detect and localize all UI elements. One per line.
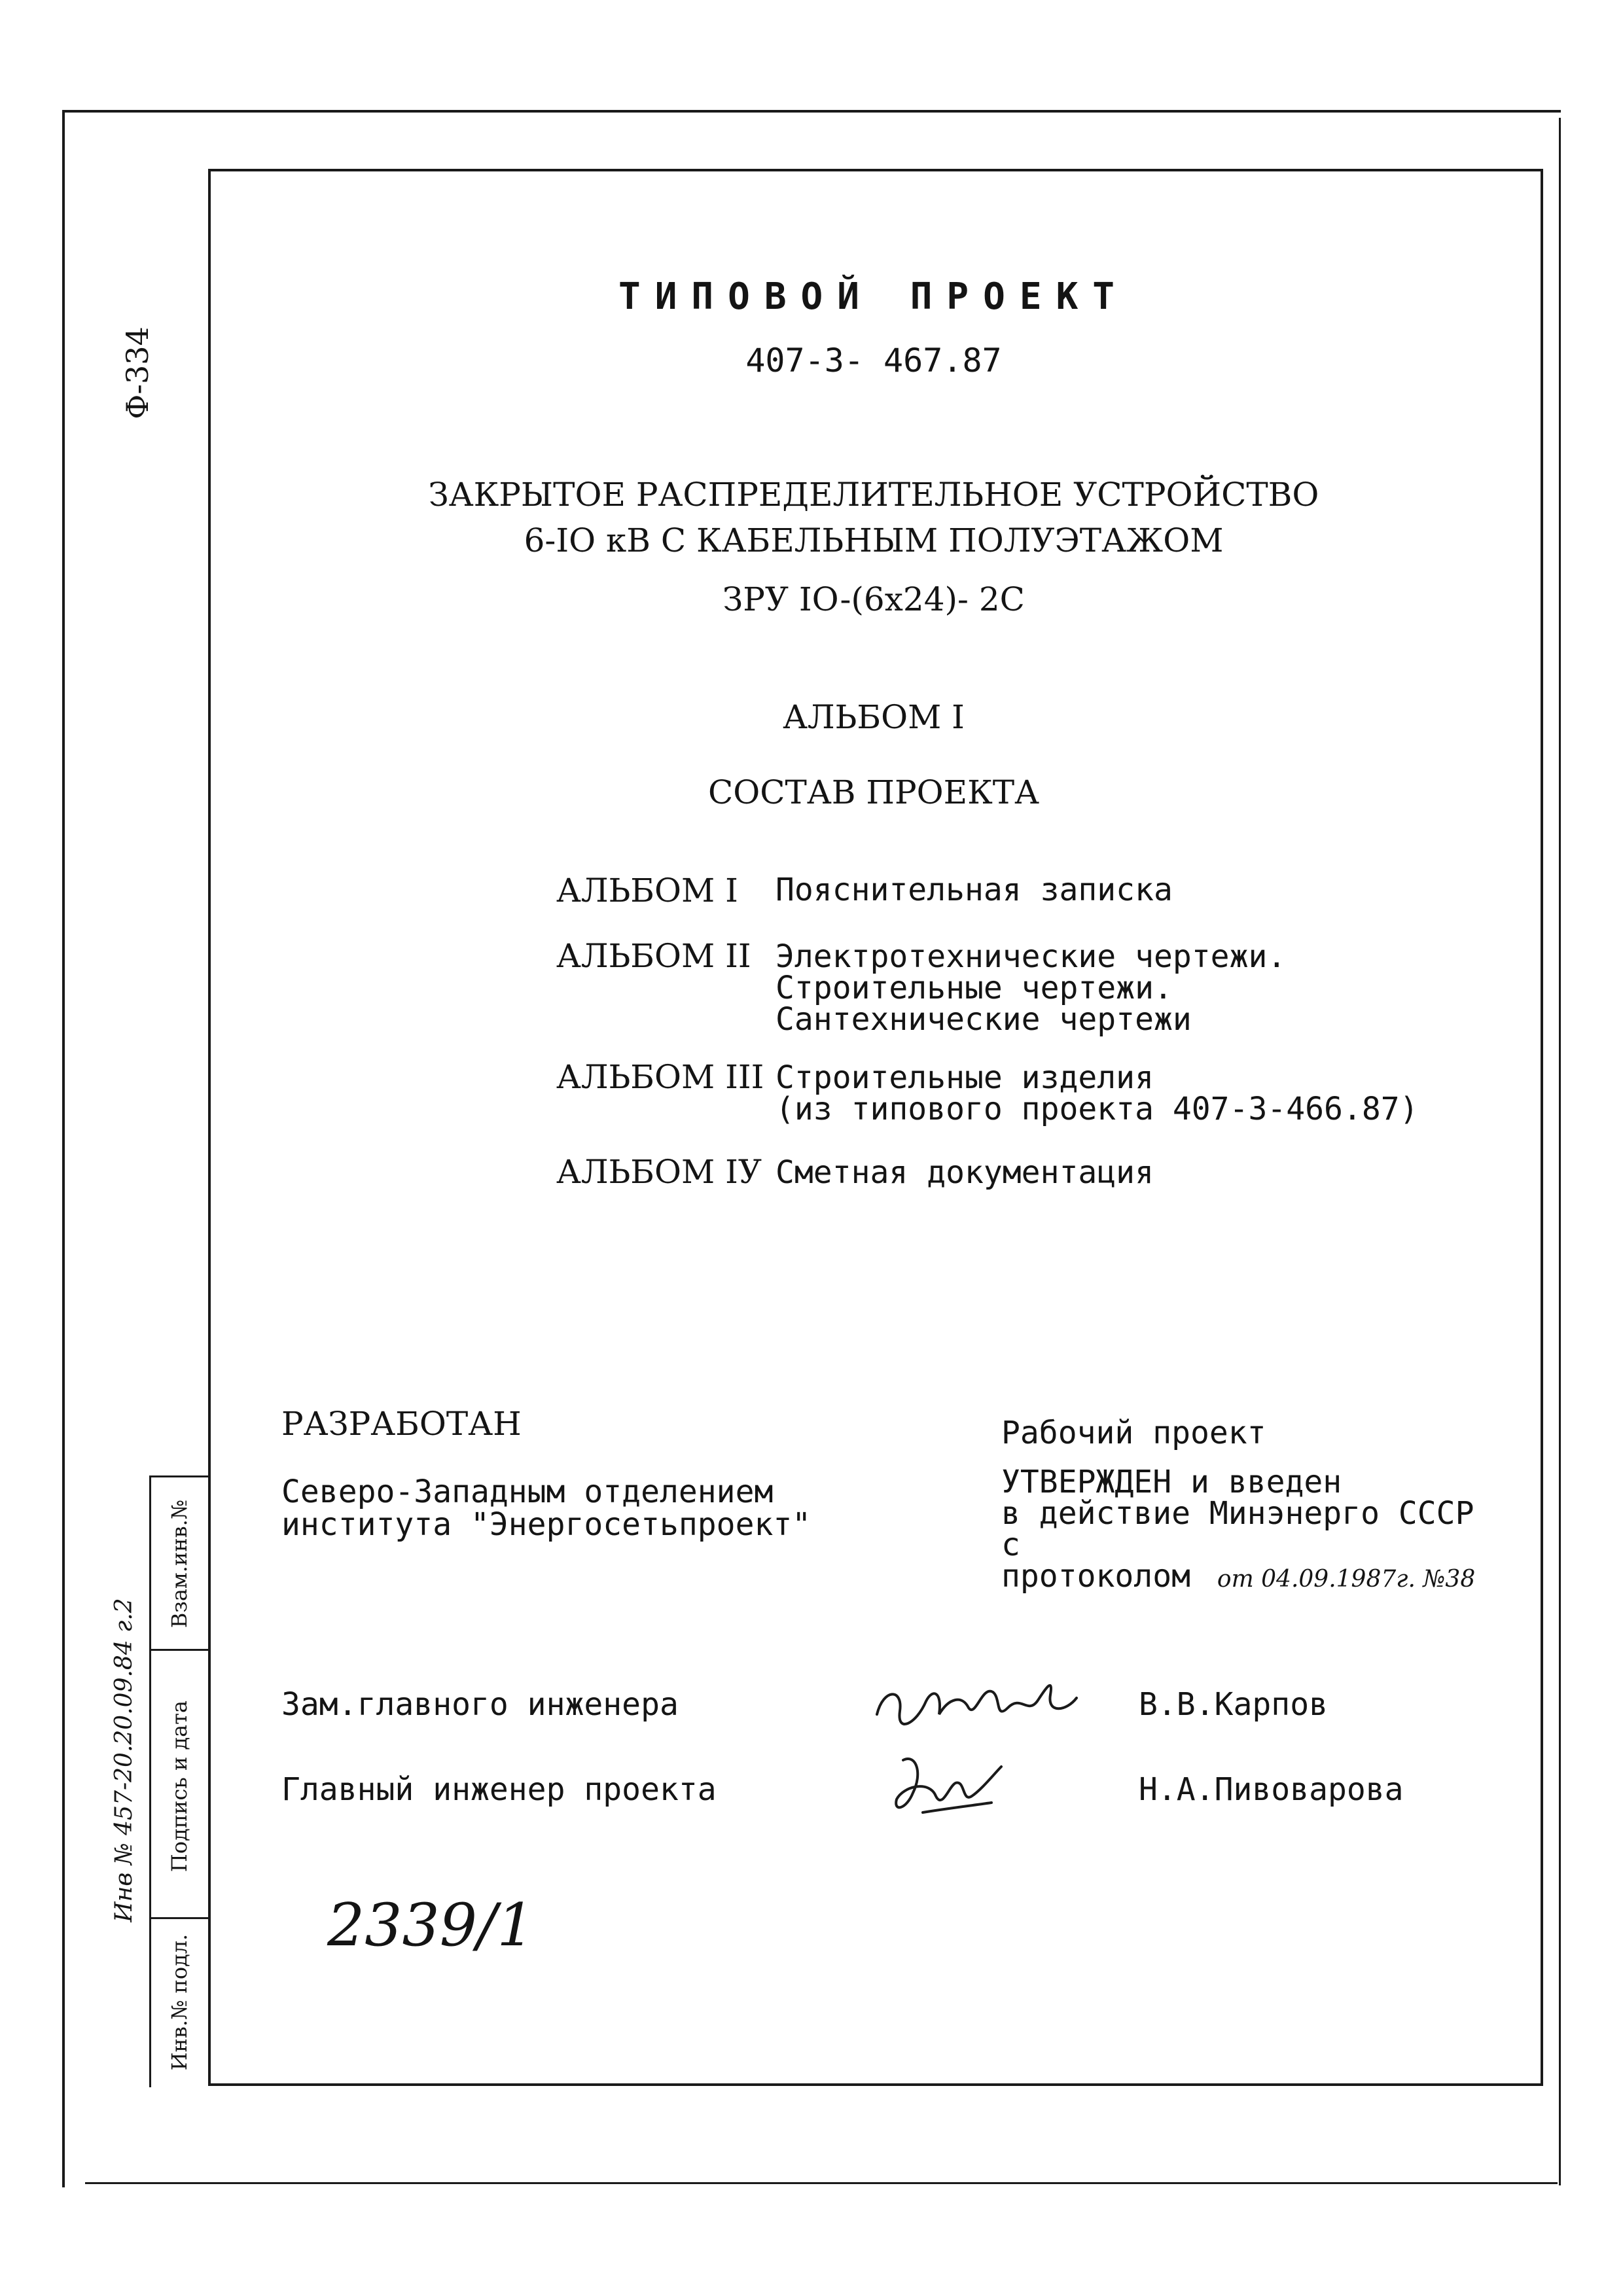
side-stamp-col-3: Взам.инв.№ <box>167 1499 192 1629</box>
developed-heading: РАЗРАБОТАН <box>281 1405 522 1443</box>
project-number: 407-3- 467.87 <box>745 342 1002 380</box>
outer-right-line <box>1559 118 1561 2185</box>
contents-label-2: АЛЬБОМ II <box>556 937 751 975</box>
contents-text-3b: (из типового проекта 407-3-466.87) <box>776 1091 1419 1127</box>
inventory-number: 2339/1 <box>327 1891 535 1960</box>
approval-line-3: с <box>1001 1527 1020 1563</box>
signature-name-2: Н.А.Пивоварова <box>1139 1771 1404 1808</box>
outer-left-line <box>62 110 65 2187</box>
approval-protocol-label: протоколом <box>1001 1558 1190 1595</box>
signature-scribble-2 <box>883 1747 1014 1826</box>
signature-role-2: Главный инженер проекта <box>281 1771 717 1808</box>
signature-name-1: В.В.Карпов <box>1139 1686 1328 1723</box>
contents-text-4: Сметная документация <box>776 1154 1154 1191</box>
approval-line-1: УТВЕРЖДЕН и введен <box>1001 1464 1342 1500</box>
side-stamp-handwritten: Инв № 457-20.20.09.84 г.2 <box>111 1598 137 1922</box>
side-stamp-divider-1 <box>149 1475 209 1477</box>
document-title: ТИПОВОЙ ПРОЕКТ <box>618 275 1129 318</box>
approval-protocol-handwritten: от 04.09.1987г. №38 <box>1217 1566 1476 1593</box>
contents-label-1: АЛЬБОМ I <box>556 872 738 910</box>
outer-bottom-line <box>85 2182 1558 2184</box>
approval-line-4 <box>1001 1560 1475 1593</box>
approval-line-2: в действие Минэнерго СССР <box>1001 1495 1474 1532</box>
side-stamp-col-1: Инв.№ подл. <box>167 1934 192 2071</box>
contents-text-2b: Строительные чертежи. <box>776 970 1173 1006</box>
contents-text-1: Пояснительная записка <box>776 872 1173 908</box>
contents-label-3: АЛЬБОМ III <box>556 1058 764 1096</box>
side-stamp-col-2: Подпись и дата <box>167 1700 192 1873</box>
subject-line-1: ЗАКРЫТОЕ РАСПРЕДЕЛИТЕЛЬНОЕ УСТРОЙСТВО <box>428 476 1319 514</box>
contents-text-3a: Строительные изделия <box>776 1059 1154 1096</box>
signature-role-1: Зам.главного инженера <box>281 1686 679 1723</box>
outer-top-line <box>62 110 1561 113</box>
page-code: Ф-334 <box>120 327 155 419</box>
approval-heading: Рабочий проект <box>1001 1415 1266 1451</box>
developed-line-1: Северо-Западным отделением <box>281 1474 774 1510</box>
album-title: АЛЬБОМ I <box>783 698 965 736</box>
subject-code: ЗРУ IO-(6x24)- 2С <box>722 580 1025 618</box>
side-stamp-divider-2 <box>149 1649 209 1651</box>
developed-line-2: института "Энергосетьпроект" <box>281 1506 812 1543</box>
contents-text-2c: Сантехнические чертежи <box>776 1001 1192 1038</box>
section-title: СОСТАВ ПРОЕКТА <box>707 773 1039 811</box>
contents-text-2a: Электротехнические чертежи. <box>776 938 1287 975</box>
signature-scribble-1 <box>870 1662 1086 1740</box>
subject-line-2: 6-IO кВ С КАБЕЛЬНЫМ ПОЛУЭТАЖОМ <box>524 521 1224 559</box>
contents-label-4: АЛЬБОМ IУ <box>556 1153 762 1191</box>
